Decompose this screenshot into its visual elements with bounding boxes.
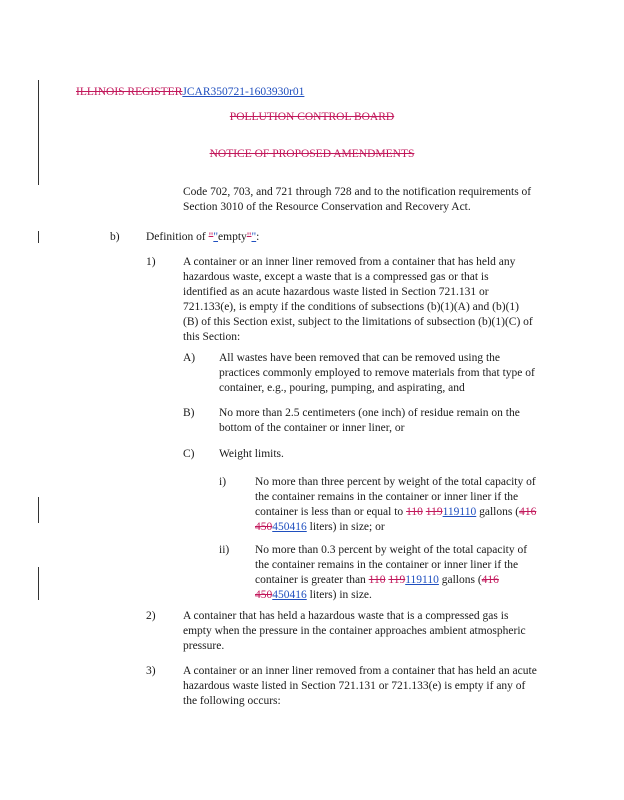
inserted-number: 416 bbox=[289, 521, 307, 533]
quote-deleted: " bbox=[208, 231, 214, 243]
item-B-text: No more than 2.5 centimeters (one inch) of residue remain on the bottom of the container or inner liner, or bbox=[219, 407, 520, 434]
inserted-number: 416 bbox=[289, 589, 307, 601]
register-inserted: JCAR350721-1603930r01 bbox=[182, 86, 305, 98]
inserted-number: 119 bbox=[442, 506, 460, 518]
subsection-b-heading: Definition of ""empty"": bbox=[146, 231, 260, 243]
item-3-text: A container or an inner liner removed from a container that has held an acute hazardous waste listed in Section 721.131 or 721.133(e) is empty if any of the following occurs: bbox=[183, 665, 537, 707]
item-ii-label: ii) bbox=[219, 544, 230, 556]
inserted-number: 119 bbox=[405, 574, 423, 586]
item-1-text: A container or an inner liner removed from a container that has held any hazardous waste, except a waste that is a compressed gas or that is identified as an acute hazardous waste listed in Section 721.131 or 721.133(e), is empty if the conditions of subsections (b)(1)(A) and (b)(1)(B) of this Section exist, subject to the limitations of subsection (b)(1)(C) of this Section: bbox=[183, 256, 533, 343]
item-A-text: All wastes have been removed that can be removed using the practices commonly employed to remove materials from that type of container, e.g., pouring, pumping, and aspirating, and bbox=[219, 352, 535, 394]
quote-inserted: " bbox=[213, 231, 219, 243]
item-C-label: C) bbox=[183, 448, 195, 460]
change-bar bbox=[38, 567, 39, 600]
deleted-number: 119 bbox=[425, 506, 443, 518]
item-C-text: Weight limits. bbox=[219, 448, 284, 460]
item-B-label: B) bbox=[183, 407, 195, 419]
item-2-text: A container that has held a hazardous waste that is a compressed gas is empty when the pressure in the container approaches ambient atmospheric pressure. bbox=[183, 610, 526, 652]
deleted-number: 450 bbox=[255, 589, 273, 601]
item-3-label: 3) bbox=[146, 665, 156, 677]
deleted-number: 110 bbox=[368, 574, 386, 586]
item-2-label: 2) bbox=[146, 610, 156, 622]
item-A-label: A) bbox=[183, 352, 196, 364]
inserted-number: 110 bbox=[422, 574, 439, 586]
deleted-number: 119 bbox=[388, 574, 406, 586]
change-bar bbox=[38, 497, 39, 523]
defined-term: empty bbox=[218, 231, 247, 243]
quote-inserted: " bbox=[251, 231, 257, 243]
item-i-label: i) bbox=[219, 476, 227, 488]
item-i-text: No more than three percent by weight of the total capacity of the container remains in the container or inner liner if the container is less than or equal to 110 119119110 gallons (416 450450416 liters) in size; or bbox=[255, 476, 537, 533]
deleted-number: 450 bbox=[255, 521, 273, 533]
inserted-number: 450 bbox=[272, 521, 290, 533]
item-1-label: 1) bbox=[146, 256, 156, 268]
board-title: POLLUTION CONTROL BOARD bbox=[229, 111, 395, 123]
notice-title: NOTICE OF PROPOSED AMENDMENTS bbox=[209, 148, 415, 160]
deleted-number: 110 bbox=[406, 506, 423, 518]
item-ii-text: No more than 0.3 percent by weight of the total capacity of the container remains in the container or inner liner if the container is greater than 110 119119110 gallons (416 450450416 liters) in size. bbox=[255, 544, 528, 601]
inserted-number: 450 bbox=[272, 589, 290, 601]
register-header bbox=[76, 85, 304, 100]
quote-deleted: " bbox=[246, 231, 252, 243]
deleted-number: 416 bbox=[481, 574, 499, 586]
subsection-b-label: b) bbox=[110, 231, 120, 243]
register-deleted: ILLINOIS REGISTER bbox=[76, 86, 183, 98]
change-bar bbox=[38, 231, 39, 243]
intro-paragraph: Code 702, 703, and 721 through 728 and to the notification requirements of Section 3010 of the Resource Conservation and Recovery Act. bbox=[183, 186, 532, 213]
inserted-number: 110 bbox=[459, 506, 477, 518]
deleted-number: 416 bbox=[519, 506, 537, 518]
change-bar bbox=[38, 80, 39, 185]
